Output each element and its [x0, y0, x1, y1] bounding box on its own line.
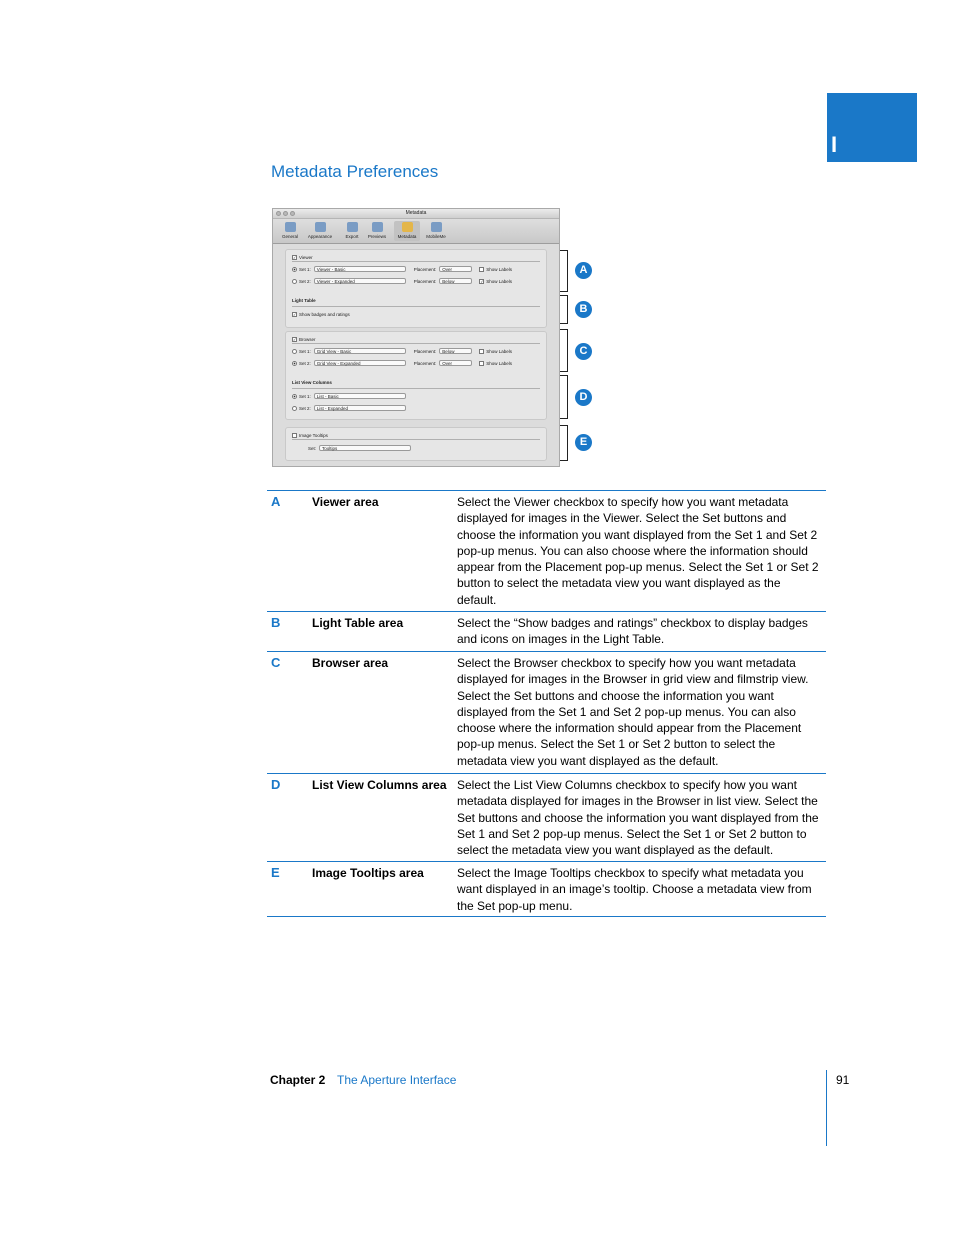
export-icon: [347, 222, 358, 232]
tooltips-checkbox[interactable]: [292, 433, 297, 438]
list-set2-row: Set 2: List - Expanded: [292, 404, 542, 412]
tooltips-row: Image Tooltips: [292, 431, 542, 439]
row-name: Browser area: [312, 656, 389, 670]
viewer-placement1-popup[interactable]: Over: [439, 266, 472, 272]
tooltips-panel: [285, 427, 547, 461]
row-letter: E: [271, 865, 280, 880]
table-row: [267, 651, 826, 773]
table-row: [267, 861, 826, 917]
browser-set2-radio[interactable]: [292, 361, 297, 366]
appearance-icon: [315, 222, 326, 232]
row-name: Viewer area: [312, 495, 379, 509]
chapter-tab-letter: I: [831, 132, 838, 157]
badges-row: ✓ Show badges and ratings: [293, 311, 350, 317]
divider: [292, 306, 540, 307]
row-description: Select the List View Columns checkbox to specify how you want metadata displayed for images in the Browser in list view. Select the Set buttons and choose the information you want displayed from the Set 1 and Set 2 pop-up menus. Select the Set 1 or Set 2 button to select the metadata view you want displayed as the default.: [457, 778, 819, 858]
browser-set2-row: Set 2: Grid View - Expanded Placement: Over Show Labels: [292, 359, 542, 367]
row-name: List View Columns area: [312, 778, 447, 792]
list-set1-row: Set 1: List - Basic: [292, 392, 542, 400]
chapter-tab: [827, 93, 917, 162]
window-titlebar: [273, 209, 559, 219]
metadata-icon: [402, 222, 413, 232]
browser-panel: [285, 331, 547, 420]
list-view-columns-heading: List View Columns: [292, 380, 332, 385]
prefs-toolbar: [273, 219, 559, 244]
row-description: Select the Browser checkbox to specify how you want metadata displayed for images in the Browser in grid view and filmstrip view. Select the Set buttons and choose the information you want displayed from the Set 1 and Set 2 pop-up menus. You can also choose where the information should appear from the Placement pop-up menus. Select the Set 1 or Set 2 button to select the metadata view you want displayed as the default.: [457, 656, 809, 768]
row-name: Light Table area: [312, 616, 404, 630]
metadata-preferences-window: [272, 208, 560, 467]
previews-icon: [372, 222, 383, 232]
callout-b: B: [575, 301, 592, 318]
description-table: [267, 490, 826, 917]
viewer-checkbox[interactable]: ✓: [293, 254, 297, 260]
browser-row: ✓ Browser: [293, 336, 316, 342]
list-set2-radio[interactable]: [292, 406, 297, 411]
viewer-panel: [285, 249, 547, 328]
viewer-set2-row: Set 2: Viewer - Expanded Placement: Below ✓ Show Labels: [292, 277, 542, 285]
browser-checkbox[interactable]: ✓: [293, 336, 297, 342]
viewer-placement2-popup[interactable]: Below: [439, 278, 472, 284]
browser-set2-popup[interactable]: Grid View - Expanded: [314, 360, 406, 366]
window-title: Metadata: [405, 210, 427, 216]
viewer-show-labels2-checkbox[interactable]: ✓: [480, 278, 484, 284]
tab-export[interactable]: Export: [339, 221, 365, 239]
tab-appearance[interactable]: Appearance: [307, 221, 333, 239]
row-name: Image Tooltips area: [312, 866, 424, 880]
callout-d: D: [575, 389, 592, 406]
table-row: [267, 490, 826, 611]
row-letter: A: [271, 494, 281, 509]
list-set2-popup[interactable]: List - Expanded: [314, 405, 406, 411]
callout-e: E: [575, 434, 592, 451]
badges-checkbox[interactable]: ✓: [293, 311, 297, 317]
row-letter: C: [271, 655, 281, 670]
divider: [292, 261, 540, 262]
footer-chapter: Chapter 2: [270, 1073, 326, 1087]
callout-a: A: [575, 262, 592, 279]
viewer-set1-radio[interactable]: [292, 267, 297, 272]
browser-placement2-popup[interactable]: Over: [439, 360, 472, 366]
divider: [292, 439, 540, 440]
browser-placement1-popup[interactable]: Below: [439, 348, 472, 354]
divider: [292, 343, 540, 344]
browser-show-labels2-checkbox[interactable]: [479, 361, 484, 366]
viewer-set2-radio[interactable]: [292, 279, 297, 284]
row-letter: B: [271, 615, 281, 630]
bracket-d: [560, 375, 568, 419]
viewer-set1-row: Set 1: Viewer - Basic Placement: Over Show Labels: [292, 265, 542, 273]
browser-set1-popup[interactable]: Grid View - Basic: [314, 348, 406, 354]
row-letter: D: [271, 777, 281, 792]
row-description: Select the “Show badges and ratings” checkbox to display badges and icons on images in the Light Table.: [457, 616, 808, 647]
table-row: [267, 611, 826, 651]
tooltips-set-row: Set: Tooltips: [308, 444, 542, 452]
browser-show-labels1-checkbox[interactable]: [479, 349, 484, 354]
section-title: Metadata Preferences: [271, 162, 439, 181]
bracket-e: [560, 425, 568, 461]
divider: [292, 388, 540, 389]
list-set1-popup[interactable]: List - Basic: [314, 393, 406, 399]
tab-general[interactable]: General: [277, 221, 303, 239]
row-description: Select the Viewer checkbox to specify how you want metadata displayed for images in the Viewer. Select the Set buttons and choose the information you want displayed from the Set 1 and Set 2 pop-up menus. You can also choose where the information should appear from the Placement pop-up menus. Select the Set 1 or Set 2 button to select the metadata view you want displayed as the default.: [457, 495, 819, 607]
browser-set1-row: Set 1: Grid View - Basic Placement: Below Show Labels: [292, 347, 542, 355]
viewer-set2-popup[interactable]: Viewer - Expanded: [314, 278, 406, 284]
tab-metadata[interactable]: Metadata: [394, 221, 420, 241]
callout-c: C: [575, 343, 592, 360]
page-number: 91: [836, 1073, 850, 1087]
bracket-b: [560, 295, 568, 324]
general-icon: [285, 222, 296, 232]
viewer-set1-popup[interactable]: Viewer - Basic: [314, 266, 406, 272]
footer-divider: [826, 1070, 827, 1146]
tab-mobileme[interactable]: MobileMe: [423, 221, 449, 239]
footer-chapter-title: The Aperture Interface: [337, 1073, 457, 1087]
bracket-c: [560, 329, 568, 372]
mobileme-icon: [431, 222, 442, 232]
light-table-heading: Light Table: [292, 298, 316, 303]
tab-previews[interactable]: Previews: [364, 221, 390, 239]
table-row: [267, 773, 826, 861]
viewer-show-labels1-checkbox[interactable]: [479, 267, 484, 272]
browser-set1-radio[interactable]: [292, 349, 297, 354]
bracket-a: [560, 250, 568, 292]
row-description: Select the Image Tooltips checkbox to specify what metadata you want displayed in an image’s tooltip. Choose a metadata view from the Set pop-up menu.: [457, 866, 812, 913]
viewer-row: ✓ Viewer: [293, 254, 313, 260]
list-set1-radio[interactable]: [292, 394, 297, 399]
tooltips-set-popup[interactable]: Tooltips: [319, 445, 411, 451]
